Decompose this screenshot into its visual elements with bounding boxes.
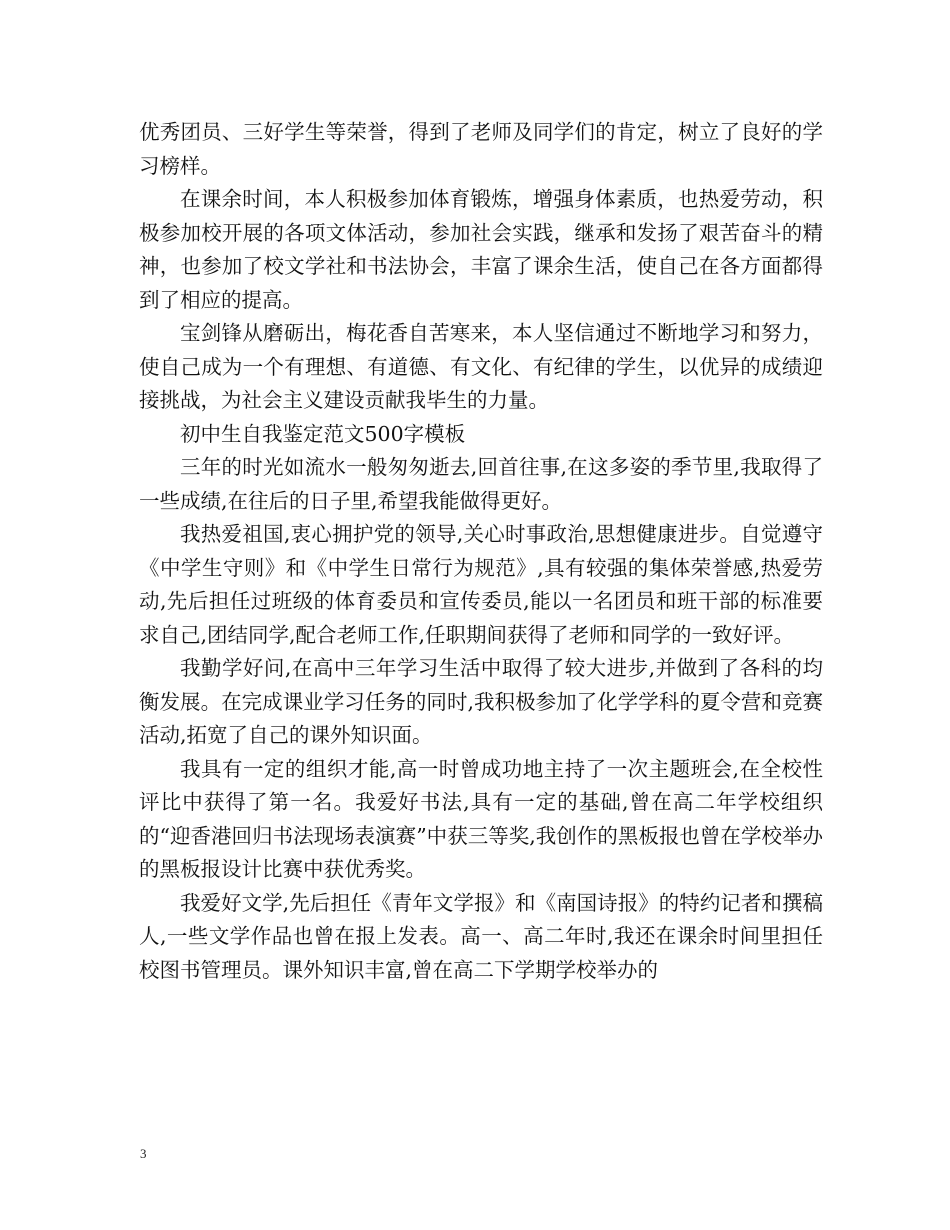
page-number: 3 — [140, 1146, 147, 1161]
paragraph: 在课余时间，本人积极参加体育锻炼，增强身体素质，也热爱劳动，积极参加校开展的各项文体活动，参加社会实践，继承和发扬了艰苦奋斗的精神，也参加了校文学社和书法协会，丰富了课余生活，使自己在各方面都得到了相应的提高。 — [139, 187, 823, 312]
paragraph: 我热爱祖国,衷心拥护党的领导,关心时事政治,思想健康进步。自觉遵守《中学生守则》和《中学生日常行为规范》,具有较强的集体荣誉感,热爱劳动,先后担任过班级的体育委员和宣传委员,能以一名团员和班干部的标准要求自己,团结同学,配合老师工作,任职期间获得了老师和同学的一致好评。 — [139, 522, 823, 647]
section-heading: 初中生自我鉴定范文500字模板 — [180, 421, 466, 446]
paragraph: 我爱好文学,先后担任《青年文学报》和《南国诗报》的特约记者和撰稿人,一些文学作品也曾在报上发表。高一、高二年时,我还在课余时间里担任校图书管理员。课外知识丰富,曾在高二下学期学校举办的 — [139, 890, 823, 982]
paragraph-continued: 优秀团员、三好学生等荣誉，得到了老师及同学们的肯定，树立了良好的学习榜样。 — [139, 120, 823, 178]
paragraph: 我勤学好问,在高中三年学习生活中取得了较大进步,并做到了各科的均衡发展。在完成课业学习任务的同时,我积极参加了化学学科的夏令营和竞赛活动,拓宽了自己的课外知识面。 — [139, 656, 823, 747]
paragraph: 宝剑锋从磨砺出，梅花香自苦寒来，本人坚信通过不断地学习和努力，使自己成为一个有理想、有道德、有文化、有纪律的学生，以优异的成绩迎接挑战，为社会主义建设贡献我毕生的力量。 — [139, 321, 823, 412]
paragraph: 三年的时光如流水一般匆匆逝去,回首往事,在这多姿的季节里,我取得了一些成绩,在往后的日子里,希望我能做得更好。 — [139, 455, 823, 513]
document-body — [139, 116, 823, 987]
paragraph: 我具有一定的组织才能,高一时曾成功地主持了一次主题班会,在全校性评比中获得了第一名。我爱好书法,具有一定的基础,曾在高二年学校组织的“迎香港回归书法现场表演赛”中获三等奖,我创作的黑板报也曾在学校举办的黑板报设计比赛中获优秀奖。 — [139, 756, 823, 881]
